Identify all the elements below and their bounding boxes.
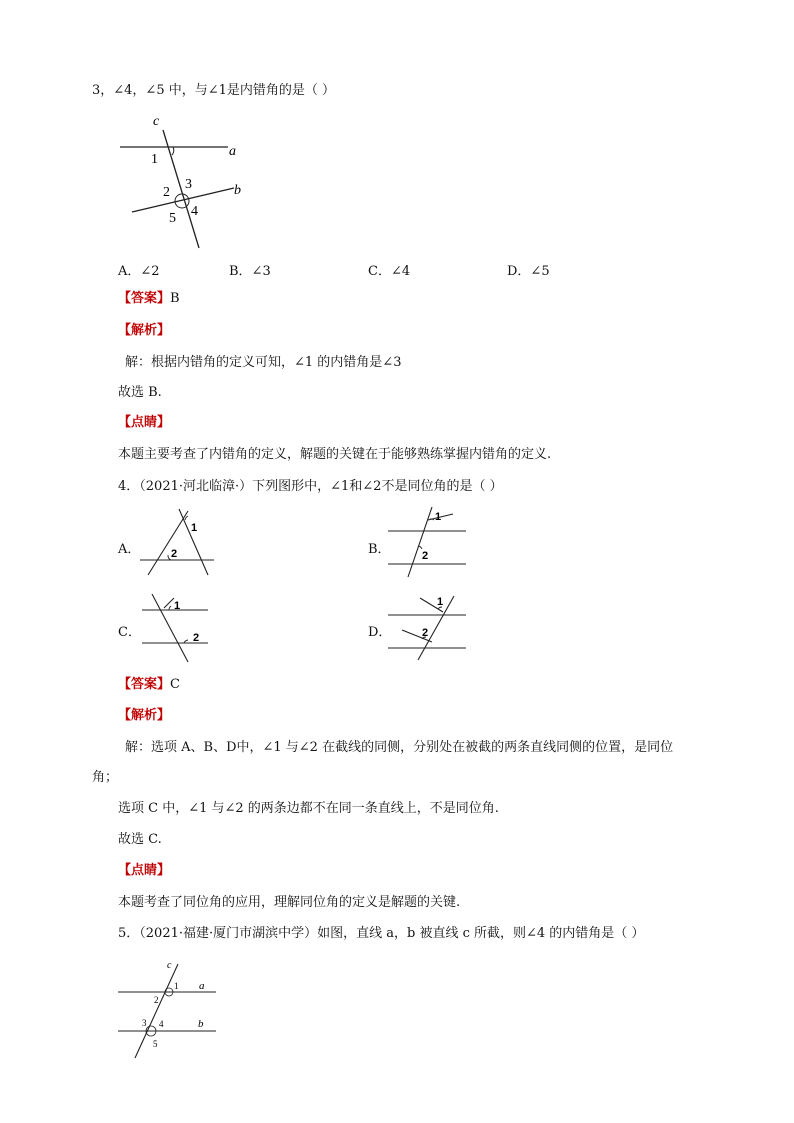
q4c-label-2: 2 <box>193 632 200 644</box>
q4a-label-1: 1 <box>191 522 198 534</box>
q4-comment-tag: 【点睛】 <box>118 863 171 878</box>
q3-option-d: D．∠5 <box>507 264 550 279</box>
q4-comment: 本题考查了同位角的应用，理解同位角的定义是解题的关键. <box>118 895 461 910</box>
q4b-label-1: 1 <box>435 511 442 523</box>
q3-analysis-line2: 故选 B. <box>118 385 162 400</box>
q3-label-b: b <box>234 183 241 198</box>
answer-tag: 【答案】 <box>118 291 171 306</box>
q3-stem: 3，∠4，∠5 中，与∠1是内错角的是（ ） <box>92 83 336 98</box>
q4-analysis-tag: 【解析】 <box>118 708 171 723</box>
q5-figure <box>110 952 230 1062</box>
q3-label-5: 5 <box>169 211 176 226</box>
q5-label-4: 4 <box>159 1019 164 1029</box>
q4-figure-b <box>388 505 478 580</box>
q5-stem: 5．（2021·福建·厦门市湖滨中学）如图，直线 a，b 被直线 c 所截，则∠4 的内错角是（ ） <box>118 926 645 941</box>
q4c-label-1: 1 <box>174 600 181 612</box>
q3-label-1: 1 <box>151 152 158 167</box>
q3-analysis-line1: 解：根据内错角的定义可知，∠1 的内错角是∠3 <box>125 355 402 370</box>
q4b-label-2: 2 <box>422 550 429 562</box>
q4-analysis-line1: 解：选项 A、B、D中，∠1 与∠2 在截线的同侧，分别处在被截的两条直线同侧的位置，是同位 <box>125 740 674 755</box>
q4-figure-d <box>388 590 478 665</box>
q4d-label-1: 1 <box>437 596 444 608</box>
q3-label-3: 3 <box>185 177 192 192</box>
q5-label-1: 1 <box>174 981 179 991</box>
q3-comment-tag: 【点睛】 <box>118 415 171 430</box>
q4a-label-2: 2 <box>171 548 178 560</box>
q3-option-b: B．∠3 <box>229 264 271 279</box>
q4-option-a-letter: A． <box>118 542 141 557</box>
q4-analysis-line1-cont: 角； <box>92 770 119 785</box>
q3-figure <box>110 108 270 258</box>
q3-label-2: 2 <box>163 185 170 200</box>
q4-figure-c <box>138 590 218 665</box>
answer-value: C <box>170 677 180 692</box>
q5-label-c: c <box>167 960 172 971</box>
q5-label-a: a <box>199 980 205 992</box>
q3-comment: 本题主要考查了内错角的定义，解题的关键在于能够熟练掌握内错角的定义. <box>118 447 552 462</box>
q4-stem: 4．（2021·河北临漳·）下列图形中，∠1和∠2不是同位角的是（ ） <box>118 479 503 494</box>
q4-analysis-line2: 选项 C 中，∠1 与∠2 的两条边都不在同一条直线上，不是同位角. <box>118 801 499 816</box>
q3-answer <box>118 290 180 308</box>
q4-analysis-line3: 故选 C. <box>118 832 162 847</box>
q4-option-c-letter: C． <box>118 625 141 640</box>
q4-option-d-letter: D． <box>368 625 392 640</box>
q3-option-a: A．∠2 <box>118 264 160 279</box>
q3-label-c: c <box>153 114 160 129</box>
q5-label-b: b <box>198 1018 204 1030</box>
q3-option-c: C．∠4 <box>368 264 411 279</box>
q5-label-2: 2 <box>154 995 159 1005</box>
answer-tag: 【答案】 <box>118 677 171 692</box>
q5-label-5: 5 <box>153 1039 158 1049</box>
q4-figure-a <box>138 505 218 580</box>
q3-analysis-tag: 【解析】 <box>118 323 171 338</box>
q3-label-4: 4 <box>191 204 198 219</box>
answer-value: B <box>170 291 180 306</box>
q4-option-b-letter: B． <box>368 542 391 557</box>
q4-answer <box>118 676 180 694</box>
q3-label-a: a <box>229 144 236 159</box>
q4d-label-2: 2 <box>422 627 429 639</box>
q5-label-3: 3 <box>142 1018 147 1028</box>
